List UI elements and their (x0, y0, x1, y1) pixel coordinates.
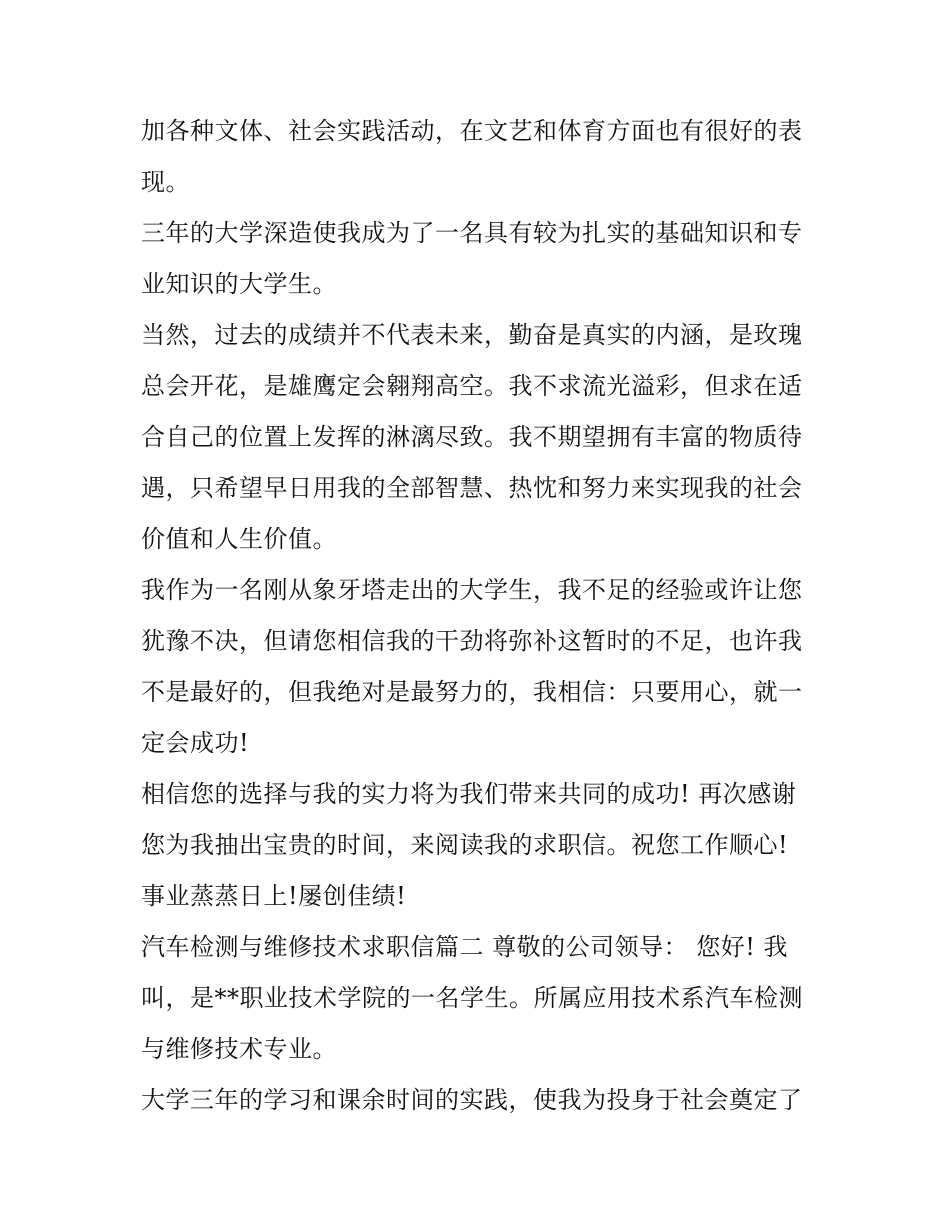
paragraph (141, 1075, 813, 1126)
text-line: 三年的大学深造使我成为了一名具有较为扎实的基础知识和专 (141, 219, 803, 247)
paragraph (141, 310, 813, 565)
text-line: 我作为一名刚从象牙塔走出的大学生，我不足的经验或许让您 (141, 576, 803, 604)
text-line: 合自己的位置上发挥的淋漓尽致。我不期望拥有丰富的物质待 (141, 423, 803, 451)
paragraph (141, 565, 813, 769)
text-line: 相信您的选择与我的实力将为我们带来共同的成功! 再次感谢 (141, 780, 797, 808)
text-line: 遇，只希望早日用我的全部智慧、热忱和努力来实现我的社会 (141, 474, 803, 502)
text-line: 业知识的大学生。 (141, 270, 337, 298)
text-line: 大学三年的学习和课余时间的实践，使我为投身于社会奠定了 (141, 1086, 803, 1114)
paragraph (141, 208, 813, 310)
text-line: 事业蒸蒸日上!屡创佳绩! (141, 882, 407, 910)
text-line: 定会成功! (141, 729, 250, 757)
text-line: 现。 (141, 168, 190, 196)
text-line: 当然，过去的成绩并不代表未来，勤奋是真实的内涵，是玫瑰 (141, 321, 803, 349)
text-line: 犹豫不决，但请您相信我的干劲将弥补这暂时的不足，也许我 (141, 627, 803, 655)
text-line: 加各种文体、社会实践活动，在文艺和体育方面也有很好的表 (141, 117, 803, 145)
text-line: 总会开花，是雄鹰定会翱翔高空。我不求流光溢彩，但求在适 (141, 372, 803, 400)
paragraph (141, 769, 813, 922)
text-line: 叫，是**职业技术学院的一名学生。所属应用技术系汽车检测 (141, 984, 803, 1012)
text-line: 与维修技术专业。 (141, 1035, 337, 1063)
text-line: 不是最好的，但我绝对是最努力的，我相信：只要用心，就一 (141, 678, 803, 706)
text-line: 价值和人生价值。 (141, 525, 337, 553)
paragraph (141, 922, 813, 1075)
document-body (141, 106, 813, 1126)
text-line: 您为我抽出宝贵的时间，来阅读我的求职信。祝您工作顺心! (141, 831, 789, 859)
paragraph (141, 106, 813, 208)
text-line: 汽车检测与维修技术求职信篇二 尊敬的公司领导： 您好! 我 (141, 933, 789, 961)
